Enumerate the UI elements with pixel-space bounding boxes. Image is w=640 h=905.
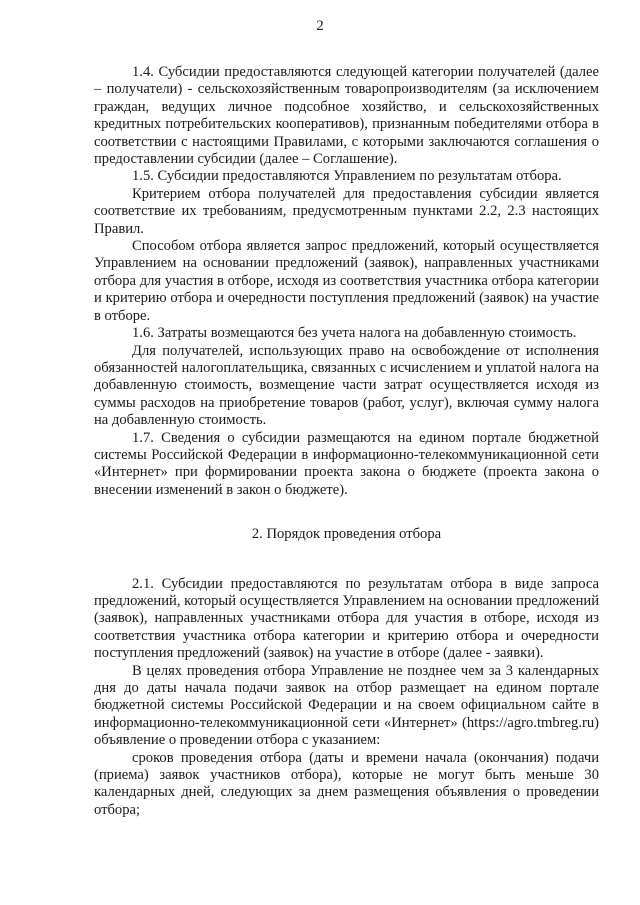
paragraph-vat-exemption: Для получателей, использующих право на освобождение от исполнения обязанностей налогоплательщика, связанных с исчислением и уплатой налога на добавленную стоимость, возмещение части затрат осуществляется исходя из суммы расходов на приобретение товаров (работ, услуг), включая сумму налога на добавленную стоимость. xyxy=(94,342,599,429)
paragraph-selection-announcement: В целях проведения отбора Управление не позднее чем за 3 календарных дня до даты начала подачи заявок на отбор размещает на едином портале бюджетной системы Российской Федерации и на своем официальном сайте в информационно-телекоммуникационной сети «Интернет» (https://agro.tmbreg.ru) объявление о проведении отбора с указанием: xyxy=(94,662,599,749)
paragraph-2-1: 2.1. Субсидии предоставляются по результатам отбора в виде запроса предложений, который осуществляется Управлением на основании предложений (заявок), направленных участниками отбора для участия в отборе, исходя из соответствия участника отбора категории и критерию отбора и очередности поступления предложений (заявок) на участие в отборе (далее - заявки). xyxy=(94,575,599,662)
document-body xyxy=(94,64,599,819)
paragraph-selection-method: Способом отбора является запрос предложений, который осуществляется Управлением на основании предложений (заявок), направленных участниками отбора для участия в отборе, исходя из соответствия участника отбора категории и критерию отбора и очередности поступления предложений (заявок) на участие в отборе. xyxy=(94,238,599,324)
paragraph-1-5: 1.5. Субсидии предоставляются Управлением по результатам отбора. xyxy=(132,168,562,185)
paragraph-1-7: 1.7. Сведения о субсидии размещаются на едином портале бюджетной системы Российской Федерации в информационно-телекоммуникационной сети «Интернет» при формировании проекта закона о бюджете (проекта закона о внесении изменений в закон о бюджете). xyxy=(94,429,599,498)
page-number: 2 xyxy=(316,18,324,34)
paragraph-1-4: 1.4. Субсидии предоставляются следующей категории получателей (далее – получатели) - сельскохозяйственным товаропроизводителям (за исключением граждан, ведущих личное подсобное хозяйство, и сельскохозяйственных кредитных потребительских кооперативов), признанным победителями отбора в соответствии с настоящими Правилами, с которыми заключаются соглашения о предоставлении субсидии (далее – Соглашение). xyxy=(94,64,599,168)
paragraph-selection-criterion: Критерием отбора получателей для предоставления субсидии является соответствие их требованиям, предусмотренным пунктами 2.2, 2.3 настоящих Правил. xyxy=(94,185,599,237)
paragraph-1-6: 1.6. Затраты возмещаются без учета налога на добавленную стоимость. xyxy=(132,325,577,342)
section-2-heading: 2. Порядок проведения отбора xyxy=(251,526,442,543)
paragraph-selection-deadlines: сроков проведения отбора (даты и времени начала (окончания) подачи (приема) заявок участников отбора), которые не могут быть меньше 30 календарных дней, следующих за днем размещения объявления о проведении отбора; xyxy=(94,749,599,818)
